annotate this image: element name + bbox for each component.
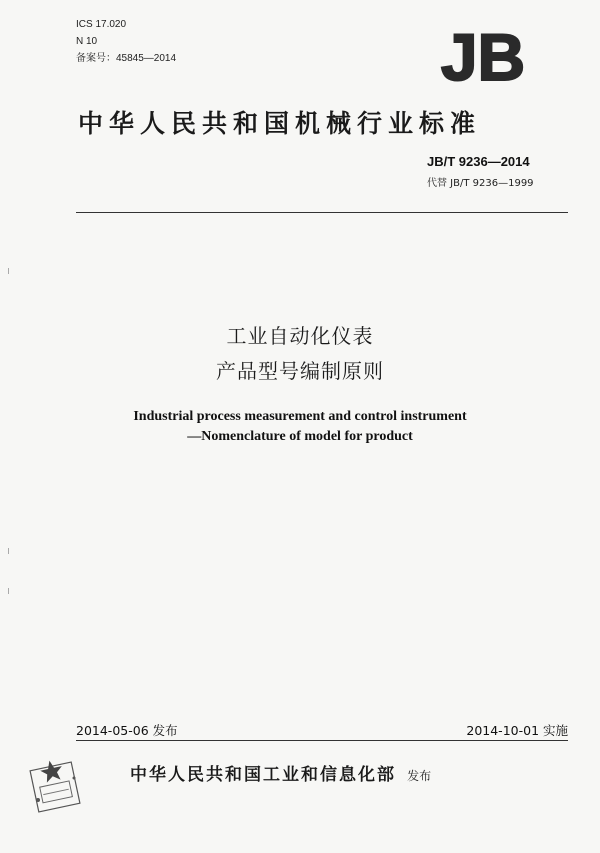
issuer-name: 中华人民共和国工业和信息化部 bbox=[130, 765, 396, 785]
top-divider bbox=[76, 212, 568, 213]
class-code: N 10 bbox=[76, 36, 98, 47]
ministry-seal-icon bbox=[24, 754, 86, 816]
replaces-standard: 代替 JB/T 9236—1999 bbox=[427, 178, 534, 189]
classification-block bbox=[76, 16, 176, 67]
issuer-suffix: 发布 bbox=[407, 769, 432, 783]
scan-speck bbox=[8, 268, 9, 274]
filing-number: 备案号：45845—2014 bbox=[76, 53, 177, 64]
svg-text:JB: JB bbox=[440, 26, 526, 88]
title-cn-line2: 产品型号编制原则 bbox=[216, 359, 384, 383]
standard-number: JB/T 9236—2014 bbox=[427, 154, 530, 169]
title-cn-line1: 工业自动化仪表 bbox=[226, 324, 374, 348]
scan-speck bbox=[8, 548, 9, 554]
issuing-body-title: 中华人民共和国机械行业标准 bbox=[78, 109, 482, 138]
issuer-line bbox=[130, 760, 431, 785]
ics-code: ICS 17.020 bbox=[76, 19, 127, 30]
bottom-divider bbox=[76, 740, 568, 741]
implementation-date: 2014-10-01 实施 bbox=[466, 723, 568, 738]
title-en-line2: —Nomenclature of model for product bbox=[187, 429, 413, 444]
issue-date: 2014-05-06 发布 bbox=[76, 723, 178, 738]
jb-logo bbox=[420, 26, 546, 88]
scan-speck bbox=[8, 588, 9, 594]
title-en-line1: Industrial process measurement and control instrument bbox=[133, 409, 467, 424]
